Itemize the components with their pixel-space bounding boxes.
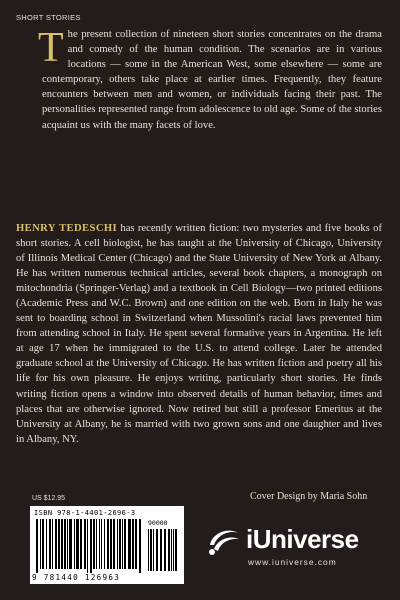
cover-design-credit: Cover Design by Maria Sohn [250, 491, 368, 502]
barcode-addon-digits: 90000 [148, 519, 168, 527]
isbn-barcode [30, 506, 184, 584]
barcode-digits: 9 781440 126963 [32, 573, 121, 582]
publisher-name: iUniverse [246, 524, 359, 554]
book-description [38, 25, 382, 133]
iuniverse-swirl-icon [206, 525, 242, 557]
author-name: HENRY TEDESCHI [16, 223, 118, 234]
isbn-number: ISBN 978-1-4401-2696-3 [34, 509, 136, 517]
price-label: US $12.95 [32, 495, 66, 502]
author-bio [16, 221, 382, 447]
bio-text: has recently written fiction: two mysteries and five books of short stories. A cell biologist, he has taught at the University of Chicago, University of Illinois Medical Center (Chicago) and the State University of New York at Albany. He has written numerous technical articles, several book chapters, a monograph on mitochondria (Springer-Verlag) and a textbook in Cell Biology—two printed editions (Academic Press and W.C. Brown) and one edition on the web. Born in Italy he was sent to boarding school in Switzerland when Mussolini's racial laws prevented him from attending school in Italy. He spent several formative years in Argentina. He left at age 17 when he immigrated to the U.S. to attend college. Later he attended graduate school at the University of Chicago. He has written fiction and poetry all his life for his own pleasure. He enjoys writing, particularly short stories. He finds writing fiction opens a window into observed details of human behavior, times and places that are otherwise ignored. Now retired but still a professor Emeritus at the University at Albany, he is married with two grown sons and one daughter and lives in Albany, NY. [16, 223, 382, 445]
category-label: SHORT STORIES [16, 13, 81, 22]
drop-cap: T [38, 25, 64, 71]
publisher-logo [206, 522, 376, 568]
barcode-bars [34, 519, 180, 573]
publisher-url: www.iuniverse.com [248, 557, 337, 567]
description-text: he present collection of nineteen short stories concentrates on the drama and comedy of the human condition. The scenarios are in various locations — some in the American West, some elsewhere — some are contemporary, others take place at earlier times. Frequently, they feature encounters between men and women, or individuals facing their past. The personalities represented range from adolescence to old age. Some of the stories acquaint us with the many facets of love. [42, 29, 382, 131]
